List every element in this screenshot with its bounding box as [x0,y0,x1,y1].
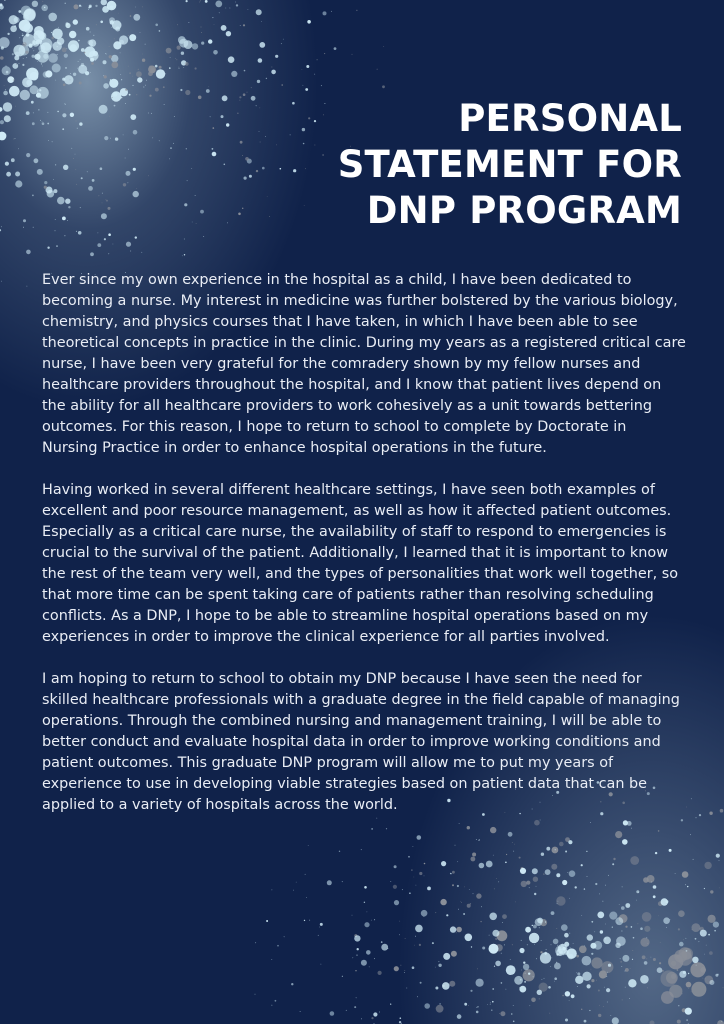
title-line-1: PERSONAL [458,97,682,140]
title-line-3: DNP PROGRAM [366,189,682,232]
paragraph-2: Having worked in several different healthcare settings, I have seen both examples of excellent and poor resource management, as well as how it affected patient outcomes. Especially as a critical care nurse, the availability of staff to respond to emergencies is crucial to the survival of the patient. Additionally, I learned that it is important to know the rest of the team very well, and the types of personalities that work well together, so that more time can be spent taking care of patients rather than resolving scheduling conflicts. As a DNP, I hope to be able to streamline hospital operations based on my experiences in order to improve the clinical experience for all parties involved. [42,482,679,645]
paragraph-3: I am hoping to return to school to obtain my DNP because I have seen the need for skilled healthcare professionals with a graduate degree in the field capable of managing operations. Through the combined nursing and management training, I will be able to better conduct and evaluate hospital data in order to improve working conditions and patient outcomes. This graduate DNP program will allow me to put my years of experience to use in developing viable strategies based on patient data that can be applied to a variety of hospitals across the world. [42,671,680,813]
statement-body [42,270,686,837]
title-line-2: STATEMENT FOR [337,143,682,186]
paragraph-1: Ever since my own experience in the hospital as a child, I have been dedicated to becoming a nurse. My interest in medicine was further bolstered by the various biology, chemistry, and physics courses that I have taken, in which I have been able to see theoretical concepts in practice in the clinic. During my years as a registered critical care nurse, I have been very grateful for the comradery shown by my fellow nurses and healthcare providers throughout the hospital, and I know that patient lives depend on the ability for all healthcare providers to work cohesively as a unit towards bettering outcomes. For this reason, I hope to return to school to complete by Doctorate in Nursing Practice in order to enhance hospital operations in the future. [42,272,686,456]
page-title [338,96,682,234]
